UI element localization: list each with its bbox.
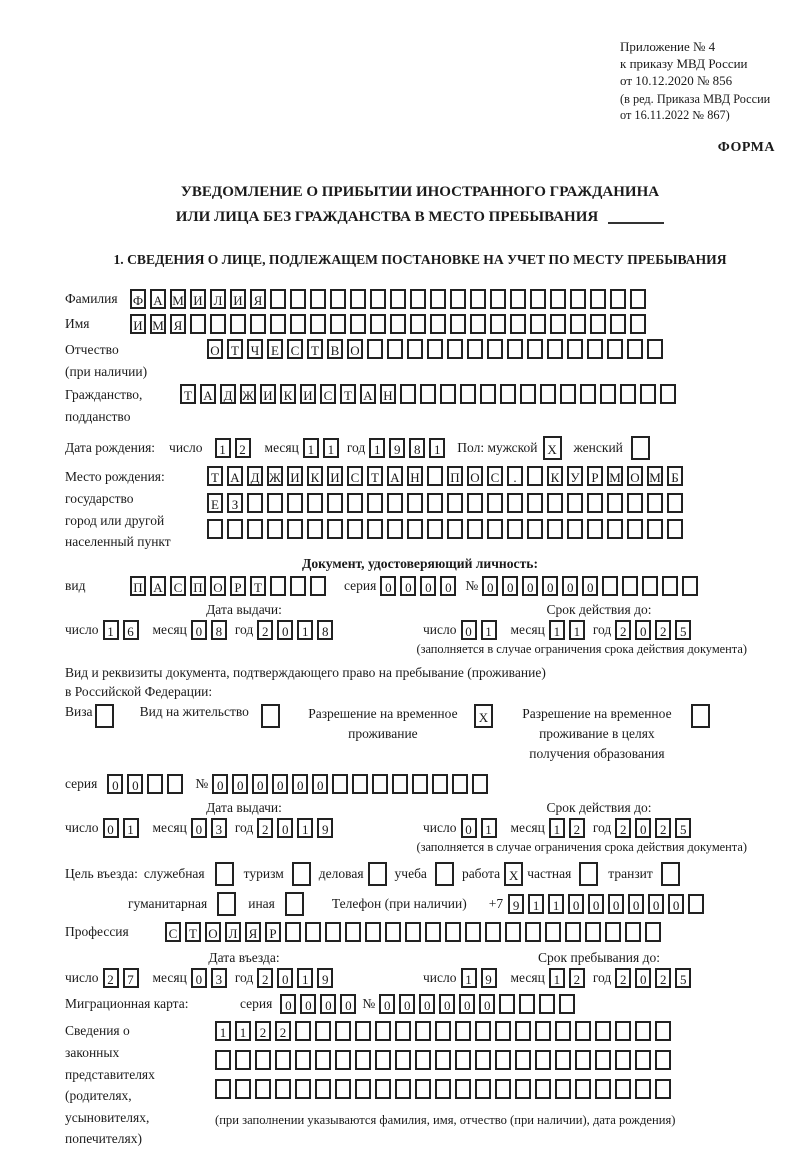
month-label: месяц: [152, 621, 187, 637]
purpose-row: [65, 862, 775, 886]
purpose-label: Цель въезда:: [65, 866, 138, 882]
representatives-line1-input[interactable]: 1 1 2 2: [215, 1021, 675, 1041]
blank-underline: [608, 222, 664, 224]
valid-until-heading: Срок действия до:: [546, 601, 652, 617]
issue-date-heading: Дата выдачи:: [206, 601, 282, 617]
citizenship-label: Гражданство, подданство: [65, 387, 143, 424]
year-label: год: [592, 820, 612, 836]
doc-kind-row: [65, 576, 775, 596]
birth-date-label: Дата рождения:: [65, 440, 156, 456]
residence-issue-year-input[interactable]: 2 0 1 9: [257, 818, 337, 838]
purpose-transit-checkbox[interactable]: [661, 862, 680, 886]
purpose-study-label: учеба: [394, 866, 427, 882]
sex-label: Пол: мужской: [457, 440, 538, 456]
representatives-row: [65, 1020, 775, 1150]
form-label: ФОРМА: [717, 140, 775, 156]
day-label: число: [423, 820, 457, 836]
number-label: №: [195, 776, 209, 792]
birth-day-input[interactable]: 1 2: [215, 438, 255, 458]
purpose-transit-label: транзит: [608, 866, 653, 882]
day-label: число: [423, 970, 457, 986]
purpose-other-label: иная: [248, 896, 275, 912]
citizenship-row: [65, 384, 775, 427]
doc-kind-input[interactable]: П А С П О Р Т: [130, 576, 330, 596]
day-label: число: [169, 440, 203, 456]
validity-note: (заполняется в случае ограничения срока действия документа): [416, 641, 747, 656]
stay-year-input[interactable]: 2 0 2 5: [615, 968, 695, 988]
residence-series-row: [65, 774, 775, 794]
order-reference-line1: к приказу МВД России: [620, 56, 748, 72]
migration-series-input[interactable]: 0 0 0 0: [280, 994, 360, 1014]
identity-doc-heading: Документ, удостоверяющий личность:: [302, 555, 538, 571]
migration-number-input[interactable]: 0 0 0 0 0 0: [379, 994, 579, 1014]
residence-doc-line2: в Российской Федерации:: [65, 683, 213, 699]
year-label: год: [592, 970, 612, 986]
birth-place-row: [65, 466, 775, 552]
year-label: год: [234, 970, 254, 986]
residence-doc-options: [65, 704, 775, 765]
year-label: год: [234, 820, 254, 836]
purpose-row2: [65, 892, 775, 916]
profession-label: Профессия: [65, 924, 129, 940]
entry-month-input[interactable]: 0 3: [191, 968, 231, 988]
purpose-private-checkbox[interactable]: [579, 862, 598, 886]
profession-row: [65, 922, 775, 942]
issue-date-heading: Дата выдачи:: [206, 800, 282, 816]
residence-dates-row: [65, 818, 775, 838]
doc-number-input[interactable]: 0 0 0 0 0 0: [482, 576, 702, 596]
series-label: серия: [344, 577, 377, 593]
valid-until-heading: Срок действия до:: [546, 800, 652, 816]
day-label: число: [65, 621, 99, 637]
surname-row: [65, 289, 775, 309]
form-title-line1: УВЕДОМЛЕНИЕ О ПРИБЫТИИ ИНОСТРАННОГО ГРАЖДАНИНА: [180, 184, 660, 201]
series-label: серия: [240, 996, 273, 1012]
month-label: месяц: [510, 621, 545, 637]
birth-year-input[interactable]: 1 9 8 1: [369, 438, 449, 458]
entry-date-headings: [65, 950, 775, 966]
temp-residence-label: Разрешение на временное проживание: [308, 705, 458, 741]
purpose-study-checkbox[interactable]: [435, 862, 454, 886]
residence-valid-year-input[interactable]: 2 0 2 5: [615, 818, 695, 838]
purpose-work-checkbox[interactable]: X: [504, 862, 523, 886]
purpose-other-checkbox[interactable]: [285, 892, 304, 916]
entry-year-input[interactable]: 2 0 1 9: [257, 968, 337, 988]
purpose-tourism-checkbox[interactable]: [292, 862, 311, 886]
temp-residence-edu-label: Разрешение на временное проживание в целях получения образования: [522, 705, 672, 762]
surname-input[interactable]: Ф А М И Л И Я: [130, 289, 650, 309]
annex-number: Приложение № 4: [620, 39, 716, 54]
year-label: год: [234, 621, 254, 637]
sex-female-label: женский: [573, 440, 623, 456]
day-label: число: [423, 621, 457, 637]
purpose-work-label: работа: [461, 866, 501, 882]
purpose-humanitarian-checkbox[interactable]: [217, 892, 236, 916]
purpose-business-label: деловая: [318, 866, 364, 882]
patronymic-label: Отчество (при наличии): [65, 341, 148, 379]
validity-note: (заполняется в случае ограничения срока действия документа): [416, 840, 747, 855]
purpose-business-checkbox[interactable]: [368, 862, 387, 886]
purpose-tourism-label: туризм: [243, 866, 284, 882]
order-reference-line2: от 10.12.2020 № 856: [620, 73, 733, 89]
doc-issue-year-input[interactable]: 2 0 1 8: [257, 620, 337, 640]
citizenship-input[interactable]: Т А Д Ж И К И С Т А Н: [180, 384, 680, 404]
form-title-line2: ИЛИ ЛИЦА БЕЗ ГРАЖДАНСТВА В МЕСТО ПРЕБЫВАНИЯ: [65, 205, 775, 230]
month-label: месяц: [152, 820, 187, 836]
residence-series-input[interactable]: 0 0: [107, 774, 187, 794]
given-name-label: Имя: [65, 315, 90, 331]
number-label: №: [465, 577, 479, 593]
phone-label: Телефон (при наличии): [331, 896, 467, 912]
number-label: №: [362, 996, 376, 1012]
birth-place-line3-input[interactable]: [207, 519, 687, 539]
residence-doc-line1: Вид и реквизиты документа, подтверждающего право на пребывание (проживание): [65, 664, 546, 680]
residence-date-headings: [65, 800, 775, 816]
patronymic-row: [65, 339, 775, 382]
residence-issue-month-input[interactable]: 0 3: [191, 818, 231, 838]
doc-date-headings: [65, 602, 775, 618]
residence-number-input[interactable]: 0 0 0 0 0 0: [212, 774, 492, 794]
phone-prefix: +7: [488, 896, 504, 912]
entry-date-heading: Дата въезда:: [208, 950, 280, 966]
stay-until-heading: Срок пребывания до:: [538, 950, 660, 966]
doc-dates-row: [65, 620, 775, 640]
month-label: месяц: [510, 970, 545, 986]
phone-input[interactable]: 9 1 1 0 0 0 0 0 0: [508, 894, 708, 914]
year-label: год: [592, 621, 612, 637]
doc-valid-month-input[interactable]: 1 1: [549, 620, 589, 640]
month-label: месяц: [264, 440, 299, 456]
edition-reference-line1: (в ред. Приказа МВД России: [620, 92, 771, 107]
birth-month-input[interactable]: 1 1: [303, 438, 343, 458]
residence-permit-checkbox[interactable]: [261, 704, 280, 728]
stay-month-input[interactable]: 1 2: [549, 968, 589, 988]
residence-issue-day-input[interactable]: 0 1: [103, 818, 143, 838]
residence-valid-day-input[interactable]: 0 1: [461, 818, 501, 838]
residence-valid-month-input[interactable]: 1 2: [549, 818, 589, 838]
representatives-label: Сведения о законных представителях (родителях, усыновителях, попечителях): [65, 1023, 155, 1147]
month-label: месяц: [152, 970, 187, 986]
entry-day-input[interactable]: 2 7: [103, 968, 143, 988]
doc-issue-month-input[interactable]: 0 8: [191, 620, 231, 640]
series-label: серия: [65, 776, 98, 792]
representatives-line2-input[interactable]: [215, 1050, 675, 1070]
purpose-humanitarian-label: гуманитарная: [128, 896, 208, 912]
surname-label: Фамилия: [65, 290, 118, 306]
birth-date-row: [65, 436, 775, 460]
representatives-note: (при заполнении указываются фамилия, имя, отчество (при наличии), дата рождения): [215, 1113, 676, 1128]
edition-reference-line2: от 16.11.2022 № 867): [620, 108, 730, 123]
doc-issue-day-input[interactable]: 1 6: [103, 620, 143, 640]
purpose-official-label: служебная: [143, 866, 205, 882]
birth-place-label: Место рождения: государство город или другой населенный пункт: [65, 469, 171, 550]
given-name-row: [65, 314, 775, 334]
sex-female-checkbox[interactable]: [631, 436, 650, 460]
temp-residence-checkbox[interactable]: X: [474, 704, 493, 728]
document-reference: [620, 38, 775, 124]
patronymic-input[interactable]: О Т Ч Е С Т В О: [207, 339, 667, 359]
birth-place-line1-input[interactable]: Т А Д Ж И К И С Т А Н П О С . К У Р М О М Б: [207, 466, 687, 486]
temp-residence-edu-checkbox[interactable]: [691, 704, 710, 728]
visa-label: Виза: [65, 703, 93, 719]
doc-kind-label: вид: [65, 577, 86, 593]
sex-male-checkbox[interactable]: X: [543, 436, 562, 460]
birth-place-line2-input[interactable]: Е З: [207, 493, 687, 513]
year-label: год: [346, 440, 366, 456]
section1-heading: 1. СВЕДЕНИЯ О ЛИЦЕ, ПОДЛЕЖАЩЕМ ПОСТАНОВКЕ НА УЧЕТ ПО МЕСТУ ПРЕБЫВАНИЯ: [113, 251, 727, 267]
migration-card-row: [65, 994, 775, 1014]
visa-checkbox[interactable]: [95, 704, 114, 728]
given-name-input[interactable]: И М Я: [130, 314, 650, 334]
doc-valid-day-input[interactable]: 0 1: [461, 620, 501, 640]
migration-card-label: Миграционная карта:: [65, 996, 189, 1012]
entry-dates-row: [65, 968, 775, 988]
representatives-line3-input[interactable]: [215, 1079, 675, 1099]
doc-valid-year-input[interactable]: 2 0 2 5: [615, 620, 695, 640]
profession-input[interactable]: С Т О Л Я Р: [165, 922, 665, 942]
stay-day-input[interactable]: 1 9: [461, 968, 501, 988]
month-label: месяц: [510, 820, 545, 836]
form-title: [65, 180, 775, 230]
day-label: число: [65, 970, 99, 986]
purpose-official-checkbox[interactable]: [215, 862, 234, 886]
purpose-private-label: частная: [527, 866, 572, 882]
day-label: число: [65, 820, 99, 836]
doc-series-input[interactable]: 0 0 0 0: [380, 576, 460, 596]
residence-permit-label: Вид на жительство: [139, 703, 249, 719]
